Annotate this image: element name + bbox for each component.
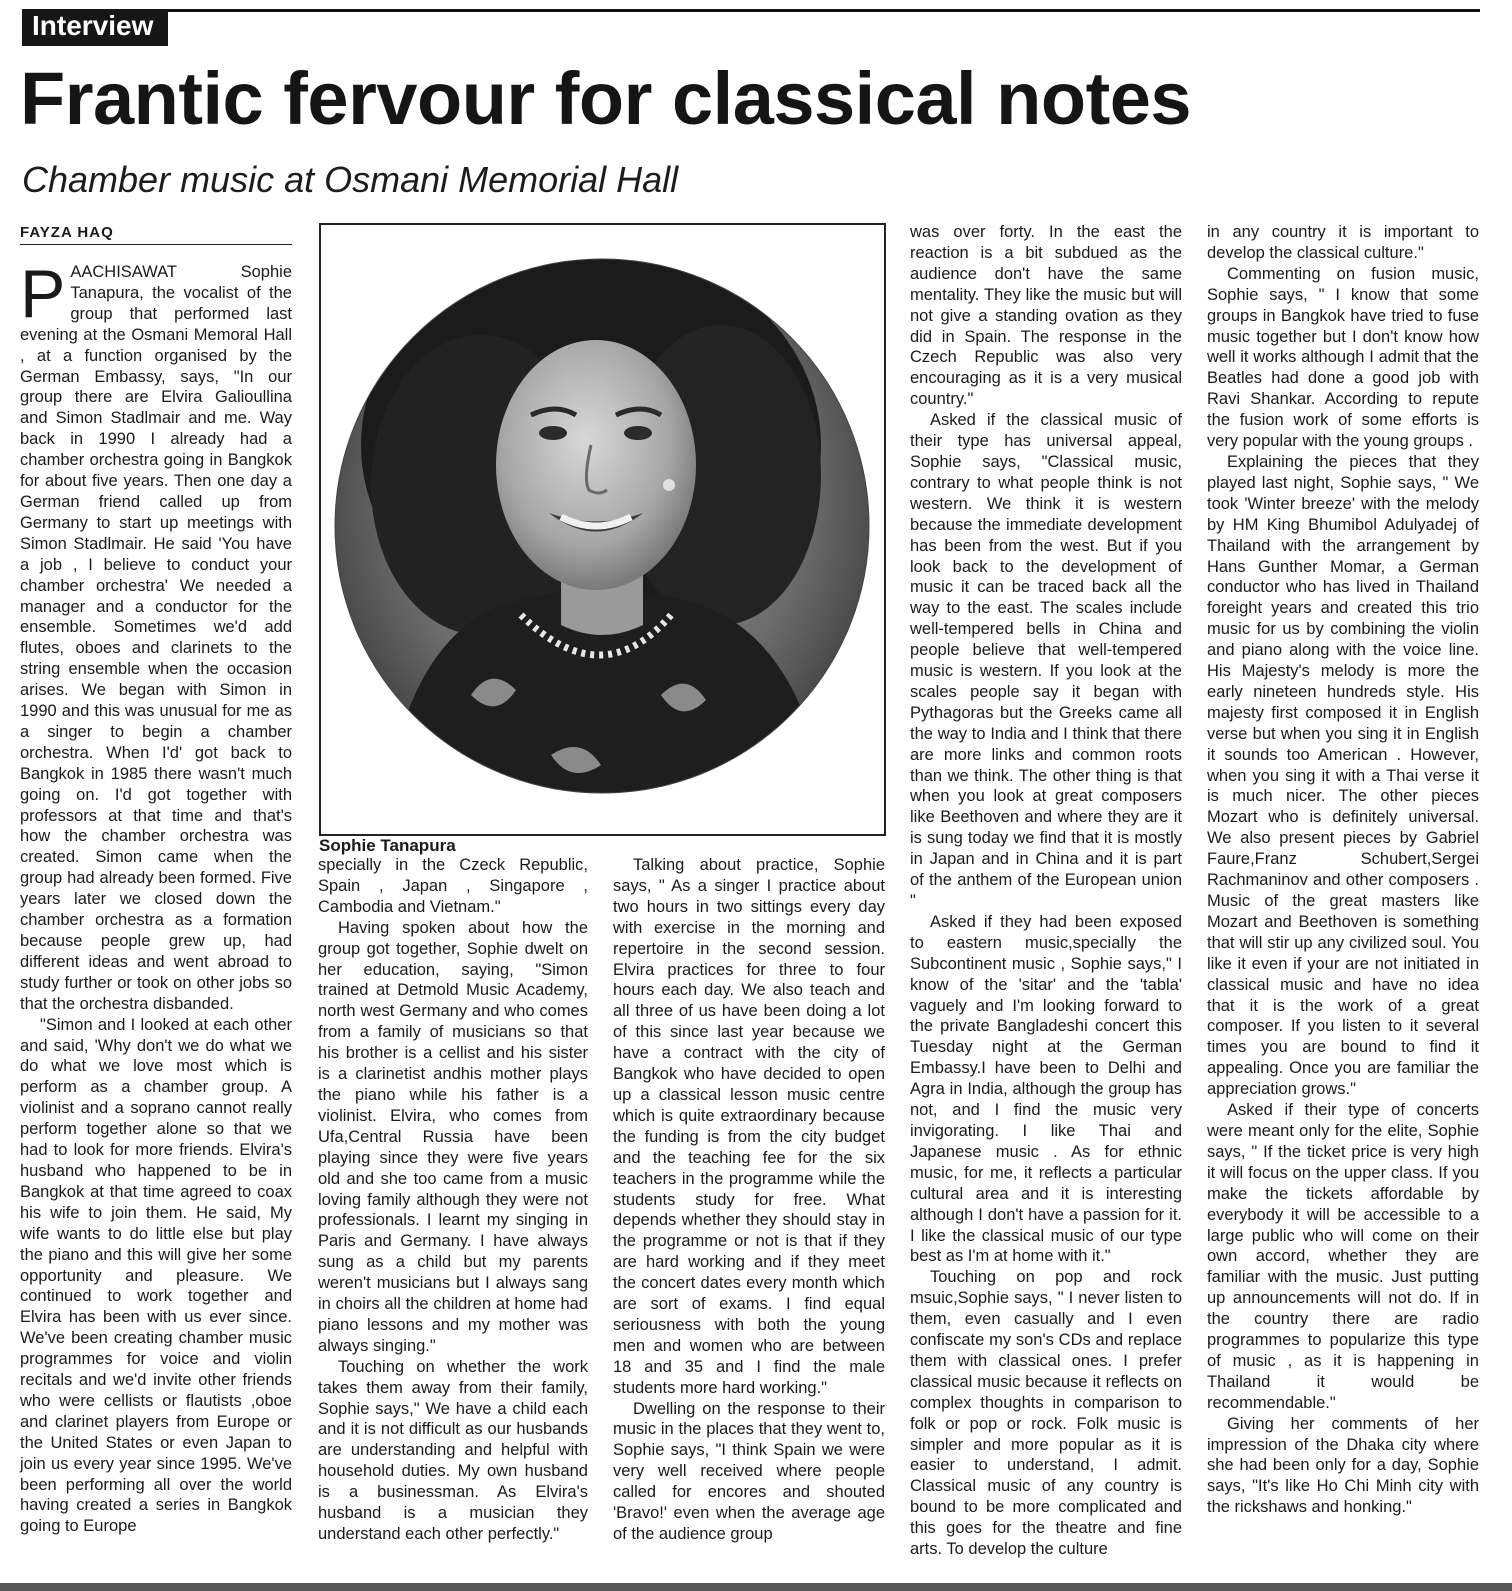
- article-column-2: [318, 855, 588, 1545]
- byline: FAYZA HAQ: [20, 224, 292, 245]
- paragraph: Asked if they had been exposed to eastern music,specially the Subcontinent music , Sophie says," I know of the 'sitar' and the 'tabla' vaguely and I'm looking forward to the private Bangladeshi concert this Tuesday night at the German Embassy.I have been to Delhi and Agra in India, although the group has not, and I find the music very invigorating. I like Thai and Japanese music . As for ethnic music, for me, it reflects a particular cultural area and it is interesting although I don't have a passion for it. I like the classical music of our type best as I'm at home with it.": [910, 912, 1182, 1266]
- paragraph: Commenting on fusion music, Sophie says, " I know that some groups in Bangkok have tried to fuse music together but I don't know how well it works although I admit that the Beatles had done a good job with Ravi Shankar. According to repute the fusion work of some efforts is very popular with the young groups .: [1207, 264, 1479, 451]
- paragraph: specially in the Czeck Republic, Spain , Japan , Singapore , Cambodia and Vietnam.": [318, 856, 588, 916]
- paragraph: "Simon and I looked at each other and said, 'Why don't we do what we do what we love most which is perform as a chamber group. A violinist and a soprano cannot really perform together alone so that we had to look for more friends. Elvira's husband who happened to be in Bangkok at that time agreed to coax his wife to join them. He said, My wife wants to do little else but play the piano and this will give her some opportunity and pleasure. We continued to work together and Elvira has been with us ever since. We've been creating chamber music programmes for voice and violin recitals and we'd invite other friends who were cellists or flautists ,oboe and clarinet players from Europe or the United States or even Japan to join us every year since 1995. We've been performing all over the world having created a series in Bangkok going to Europe: [20, 1015, 292, 1536]
- paragraph: Giving her comments of her impression of the Dhaka city where she had been only for a day, Sophie says, "It's like Ho Chi Minh city with the rickshaws and honking.": [1207, 1414, 1479, 1517]
- article-column-1: [20, 256, 292, 1537]
- paragraph: Having spoken about how the group got together, Sophie dwelt on her education, saying, "Simon trained at Detmold Music Academy, north west Germany and who comes from a family of musicians so that his brother is a cellist and his sister is a clarinetist andhis mother plays the piano while his father is a violinist. Elvira, who comes from Ufa,Central Russia have been playing since they were five years old and she too came from a music loving family although they were not professionals. I learnt my singing in Paris and Germany. I have always sung as a child but my parents weren't musicians but I always sang in choirs all the children at home had piano lessons and my mother was always singing.": [318, 918, 588, 1355]
- paragraph: was over forty. In the east the reaction is a bit subdued as the audience don't have the same mentality. They like the music but will not give a standing ovation as they did in Spain. The response in the Czech Republic was also very encouraging as it is a very musical country.": [910, 223, 1182, 409]
- drop-cap: P: [20, 256, 66, 332]
- paragraph: Dwelling on the response to their music in the places that they went to, Sophie says, "I think Spain we were very well received where people called for encores and shouted 'Bravo!' even when the average age of the audience group: [613, 1399, 885, 1543]
- paragraph: Asked if their type of concerts were meant only for the elite, Sophie says, " If the ticket price is very high it will focus on the upper class. If you make the tickets affordable by everybody it will be accessible to a large public who will come on their own accord, whether they are familiar with the music. Just putting up announcements will not do. If in the country there are radio programmes to popularize this type of music , as it is happening in Thailand it would be recommendable.": [1207, 1101, 1479, 1412]
- portrait-photo-icon: [321, 225, 884, 834]
- paragraph: Touching on pop and rock msuic,Sophie says, " I never listen to them, even casually and I even confiscate my son's CDs and replace them with classical ones. I prefer classical music because it reflects on complex thoughts in comparison to folk or pop or rock. Folk music is simpler and more popular as it is easier to understand, I admit. Classical music of any country is bound to be more complicated and this goes for the theatre and fine arts. To develop the culture: [910, 1268, 1182, 1559]
- photo-caption: Sophie Tanapura: [319, 836, 456, 855]
- top-rule: [22, 9, 1480, 12]
- paragraph: Touching on whether the work takes them away from their family, Sophie says," We have a child each and it is not difficult as our husbands are understanding and helpful with household duties. My own husband is a businessman. As Elvira's husband is a musician they understand each other perfectly.": [318, 1357, 588, 1543]
- paragraph: Asked if the classical music of their type has universal appeal, Sophie says, "Classical music, contrary to what people think is not western. We think it is western because the immediate development has been from the west. But if you look back to the development of music it can be traced back all the way to the east. The scales include well-tempered bells in China and people believe that well-tempered music is western. If you look at the scales people say it began with Pythagoras but the Greeks came all the way to India and I think that there are more links and common roots than we think. The other thing is that when you look at great composers like Beethoven and where they are it is sung today we find that it is mostly in Japan and in China and it is part of the anthem of the European union ": [910, 411, 1182, 910]
- paragraph: Talking about practice, Sophie says, " As a singer I practice about two hours in two sittings every day with exercise in the morning and repertoire in the second session. Elvira practices for three to four hours each day. We also teach and all three of us have been doing a lot of this since last year because we have a contract with the city of Bangkok who have decided to open up a classical lesson music centre which is quite extraordinary because the funding is from the city budget and the teaching fee for the six teachers in the programme while the students study for free. What depends whether they should stay in the programme or not is that if they are hard working and if they meet the concert dates every month which are sort of exams. I find equal seriousness with both the young men and women who are between 18 and 35 and I find the male students more hard working.": [613, 856, 885, 1397]
- paragraph: in any country it is important to develop the classical culture.": [1207, 223, 1479, 262]
- bottom-rule: [0, 1583, 1512, 1591]
- article-column-3: [613, 855, 885, 1545]
- paragraph: PAACHISAWAT Sophie Tanapura, the vocalist of the group that performed last evening at the Osmani Memoral Hall , at a function organised by the German Embassy, says, "In our group there are Elvira Galioullina and Simon Stadlmair and me. Way back in 1990 I already had a chamber orchestra going in Bangkok for about five years. Then one day a German friend called up from Germany to start up meetings with Simon Stadlmair. He said 'You have a job , I believe to conduct your chamber orchestra' We needed a manager and a conductor for the ensemble. Sometimes we'd add flutes, oboes and clarinets to the string ensemble when the occasion arises. We began with Simon in 1990 and this was unusual for me as a singer to begin a chamber orchestra. When I'd' got back to Bangkok in 1985 there wasn't much going on. I'd got together with professors at that time and that's how the chamber orchestra was created. Simon came when the group had already been formed. Five years later we closed down the chamber orchestra as a formation because people grew up, had different ideas and went abroad to study further or took on other jobs so that the orchestra disbanded.: [20, 256, 292, 1013]
- subheadline: Chamber music at Osmani Memorial Hall: [22, 159, 679, 200]
- section-tag: Interview: [22, 9, 168, 46]
- portrait-photo-frame: [319, 223, 886, 836]
- headline: Frantic fervour for classical notes: [20, 57, 1192, 140]
- article-column-4: [910, 222, 1182, 1560]
- paragraph: Explaining the pieces that they played last night, Sophie says, " We took 'Winter breeze' with the melody by HM King Bhumibol Adulyadej of Thailand with the arrangement by Hans Gunther Momar, a German conductor who has lived in Thailand foreight years and created this trio music for us by combining the violin and piano along with the voice line. His Majesty's melody is more the early nineteen hundreds style. His majesty first composed it in English verse but when you sing it in English it sounds too American . However, when you sing it with a Thai verse it is much nicer. The other pieces Mozart who is definitely universal. We also present pieces by Gabriel Faure,Franz Schubert,Sergei Rachmaninov and other composers . Music of the great masters like Mozart and Beethoven is something that will stir up any civilized soul. You like it even if your are not initiated in classical music and have no idea that it is the work of a great composer. If you listen to it several times you are bound to find it appealing. Once you are familiar the appreciation grows.": [1207, 452, 1479, 1099]
- article-column-5: [1207, 222, 1479, 1518]
